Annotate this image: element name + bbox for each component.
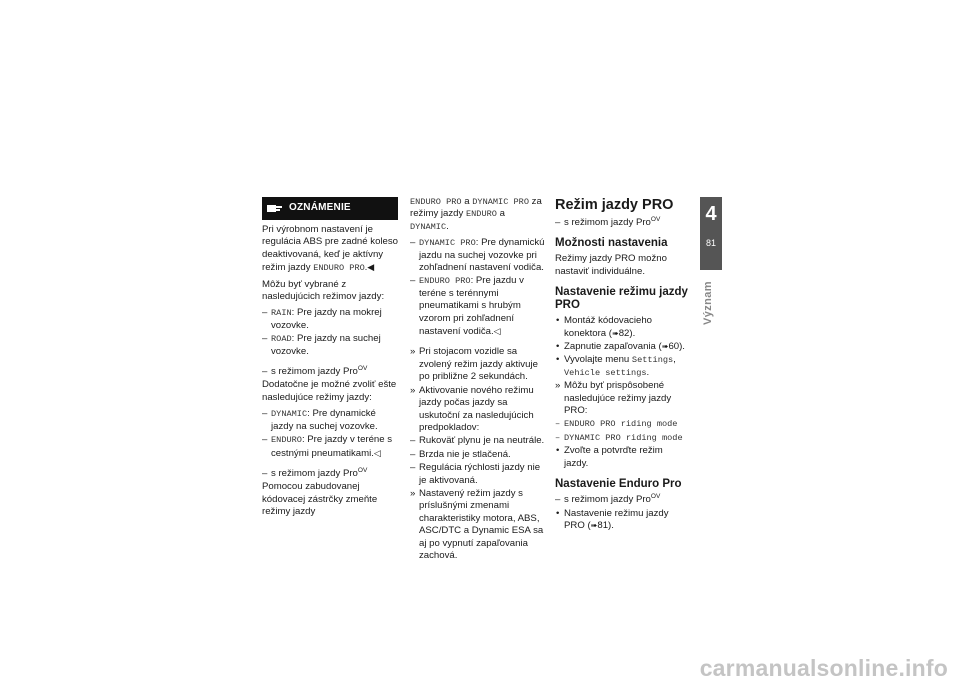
step-item: » Nastavený režim jazdy s príslušnými zmenami charakteristiky motora, ABS, ASC/DTC a Dynamic ESA sa aj po vypnutí zapaľovania zachová. <box>410 488 546 562</box>
step-item: » Aktivovanie nového režimu jazdy počas jazdy sa uskutoční za nasledujúcich predpokladov: <box>410 385 546 435</box>
condition-item: – Rukoväť plynu je na neutrále. <box>410 435 546 447</box>
modes-intro-2: ENDURO PRO a DYNAMIC PRO za režimy jazdy ENDURO a DYNAMIC. <box>410 196 542 232</box>
page-ref-icon: ➠ <box>590 520 598 530</box>
subsection-text: Režimy jazdy PRO možno nastaviť individuálne. <box>555 253 667 277</box>
column-2 <box>410 197 546 563</box>
section-title: Režim jazdy PRO <box>555 197 674 213</box>
list-item: – ENDURO PRO: Pre jazdu v teréne s terénnymi pneumatikami s hrubým vzorom pri zohľadnení nastavení vodiča.◁ <box>410 275 546 338</box>
subsection-title: Možnosti nastavenia <box>555 237 668 250</box>
bullet-item: • Nastavenie režimu jazdy PRO (➠81). <box>555 508 689 533</box>
step-item: » Môžu byť prispôsobené nasledujúce režimy jazdy PRO: <box>555 380 689 417</box>
plug-text: Pomocou zabudovanej kódovacej zástrčky zmeňte režimy jazdy <box>262 481 378 518</box>
option-label: – s režimom jazdy Pro$^{OV}$ <box>555 494 689 506</box>
chapter-label: Význam <box>702 281 714 325</box>
bullet-item: • Montáž kódovacieho konektora (➠82). <box>555 315 689 340</box>
end-mark-icon: ◁ <box>373 447 381 458</box>
subsection-title: Nastavenie režimu jazdy PRO <box>555 286 688 312</box>
bullet-item: • Zapnutie zapaľovania (➠60). <box>555 341 689 353</box>
chapter-number: 4 <box>705 203 717 225</box>
column-1 <box>262 197 398 523</box>
list-item: – ENDURO: Pre jazdy v teréne s cestnými pneumatikami.◁ <box>262 434 398 460</box>
condition-item: – Brzda nie je stlačená. <box>410 449 546 461</box>
end-mark-icon: .◀ <box>364 262 375 273</box>
option-label: – s režimom jazdy Pro$^{OV}$ <box>555 217 689 229</box>
column-3 <box>555 197 689 533</box>
chapter-tab <box>700 197 722 270</box>
list-item: – ROAD: Pre jazdy na suchej vozovke. <box>262 333 398 358</box>
list-item: – ENDURO PRO riding mode <box>555 418 689 430</box>
modes-intro: Môžu byť vybrané z nasledujúcich režimov jazdy: <box>262 278 385 303</box>
page-number: 81 <box>705 238 716 248</box>
option-label: – s režimom jazdy Pro$^{OV}$ <box>262 468 398 480</box>
pro-intro: Dodatočne je možné zvoliť ešte nasledujúce režimy jazdy: <box>262 379 397 403</box>
list-item: – RAIN: Pre jazdy na mokrej vozovke. <box>262 307 398 332</box>
notice-header <box>262 197 398 220</box>
end-mark-icon: ◁ <box>493 326 501 337</box>
list-item: – DYNAMIC PRO: Pre dynamickú jazdu na suchej vozovke pri zohľadnení nastavení vodiča. <box>410 237 546 274</box>
notice-text: Pri výrobnom nastavení je regulácia ABS pre zadné koleso deaktivovaná, keď je aktívny režim jazdy ENDURO PRO.◀ <box>262 224 398 274</box>
notice-label: OZNÁMENIE <box>289 202 351 214</box>
subsection-title: Nastavenie Enduro Pro <box>555 478 682 491</box>
condition-item: – Regulácia rýchlosti jazdy nie je aktivovaná. <box>410 462 546 487</box>
bullet-item: • Vyvolajte menu Settings, Vehicle settings. <box>555 354 689 379</box>
list-item: – DYNAMIC PRO riding mode <box>555 432 689 444</box>
step-item: » Pri stojacom vozidle sa zvolený režim jazdy aktivuje po približne 2 sekundách. <box>410 346 546 383</box>
option-label: – s režimom jazdy Pro$^{OV}$ <box>262 366 398 378</box>
watermark: carmanualsonline.info <box>699 654 948 679</box>
notice-hand-icon <box>267 203 283 214</box>
page-ref-icon: ➠ <box>612 328 619 338</box>
bullet-item: • Zvoľte a potvrďte režim jazdy. <box>555 445 689 470</box>
page-ref-icon: ➠ <box>661 342 669 352</box>
list-item: – DYNAMIC: Pre dynamické jazdy na suchej vozovke. <box>262 408 398 433</box>
